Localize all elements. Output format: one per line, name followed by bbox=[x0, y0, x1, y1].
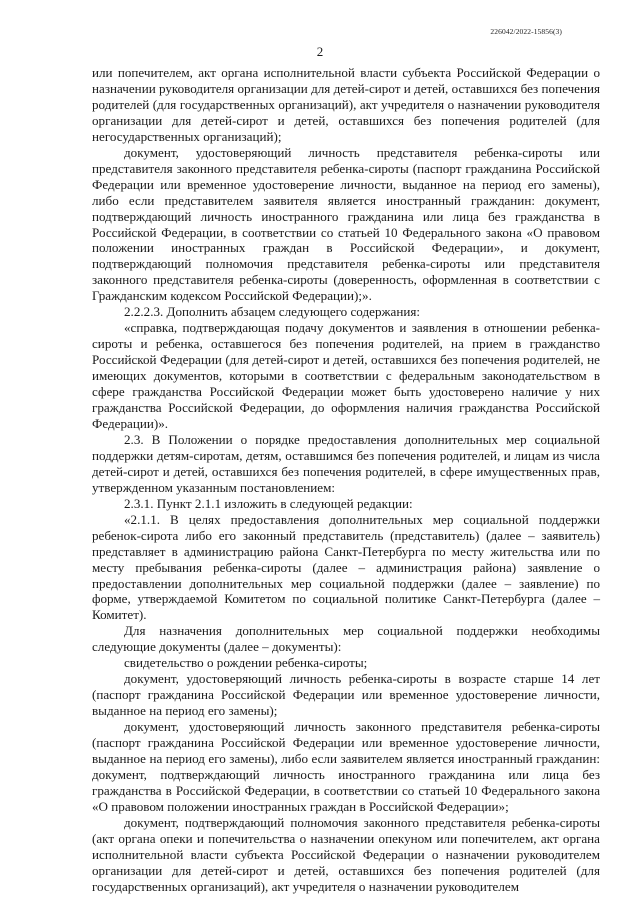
paragraph: «справка, подтверждающая подачу документов и заявления в отношении ребенка-сироты и ребенка, оставшегося без попечения родителей, на прием в гражданство Российской Федерации (для детей-сирот и детей, оставшихся без попечения родителей, не имеющих документов, которыми в соответствии с федеральным законодательством в сфере гражданства Российской Федерации может быть удостоверено наличие у них гражданства Российской Федерации, до оформления наличия гражданства Российской Федерации)». bbox=[92, 320, 600, 431]
page-number: 2 bbox=[316, 44, 324, 59]
paragraph: документ, удостоверяющий личность ребенка-сироты в возрасте старше 14 лет (паспорт гражданина Российской Федерации или временное удостоверение личности, выданное на период его замены); bbox=[92, 671, 600, 719]
paragraph: документ, подтверждающий полномочия законного представителя ребенка-сироты (акт органа опеки и попечительства о назначении опекуном или попечителем, акт органа исполнительной власти субъекта Российской Федерации о назначении руководителем организации для детей-сирот и детей, оставшихся без попечения родителей (для государственных организаций), акт учредителя о назначении руководителем bbox=[92, 814, 600, 894]
paragraph: Для назначения дополнительных мер социальной поддержки необходимы следующие документы (далее – документы): bbox=[92, 623, 600, 655]
paragraph: свидетельство о рождении ребенка-сироты; bbox=[124, 655, 368, 671]
paragraph: документ, удостоверяющий личность представителя ребенка-сироты или представителя законного представителя ребенка-сироты (паспорт гражданина Российской Федерации или временное удостоверение личности, выданное на период его замены), либо если представителем заявителя является иностранный гражданин: документ, подтверждающий личность иностранного гражданина или лица без гражданства в Российской Федерации, в соответствии со статьей 10 Федерального закона «О правовом положении иностранных граждан в Российской Федерации», и документ, подтверждающий полномочия представителя ребенка-сироты или представителя законного представителя ребенка-сироты (доверенность, оформленная в соответствии с Гражданским кодексом Российской Федерации);». bbox=[92, 144, 600, 304]
paragraph: или попечителем, акт органа исполнительной власти субъекта Российской Федерации о назначении руководителя организации для детей-сирот и детей, оставшихся без попечения родителей (для государственных организаций), акт учредителя о назначении руководителя организации для детей-сирот и детей, оставшихся без попечения родителей (для негосударственных организаций); bbox=[92, 65, 600, 144]
paragraph: 2.3.1. Пункт 2.1.1 изложить в следующей редакции: bbox=[124, 495, 413, 511]
paragraph: 2.3. В Положении о порядке предоставления дополнительных мер социальной поддержки детям-сиротам, детям, оставшимся без попечения родителей, и лицам из числа детей-сирот и детей, оставшихся без попечения родителей, в сфере имущественных прав, утвержденном указанным постановлением: bbox=[92, 431, 600, 495]
document-reference-number: 226042/2022-15856(3) bbox=[490, 27, 562, 36]
paragraph: документ, удостоверяющий личность законного представителя ребенка-сироты (паспорт гражданина Российской Федерации или временное удостоверение личности, выданное на период его замены), либо если заявителем является иностранный гражданин: документ, подтверждающий личность иностранного гражданина или лица без гражданства в Российской Федерации, в соответствии со статьей 10 Федерального закона «О правовом положении иностранных граждан в Российской Федерации»; bbox=[92, 719, 600, 814]
document-body bbox=[92, 65, 600, 895]
paragraph: «2.1.1. В целях предоставления дополнительных мер социальной поддержки ребенок-сирота либо его законный представитель (представитель) (далее – заявитель) представляет в администрацию района Санкт-Петербурга по месту жительства или по месту пребывания ребенка-сироты (далее – администрация района) заявление о предоставлении дополнительных мер социальной поддержки (далее – заявление) по форме, утверждаемой Комитетом по социальной политике Санкт-Петербурга (далее – Комитет). bbox=[92, 511, 600, 623]
paragraph: 2.2.2.3. Дополнить абзацем следующего содержания: bbox=[124, 304, 421, 320]
